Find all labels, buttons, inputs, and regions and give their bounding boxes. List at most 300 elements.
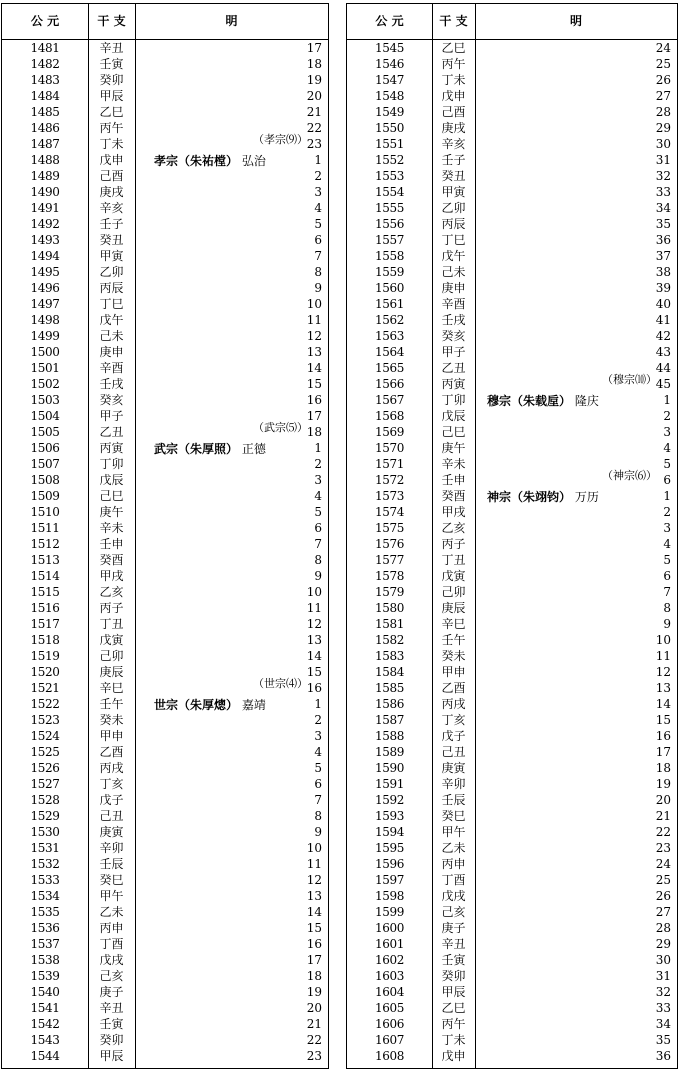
ganzhi-cell: 丁亥: [99, 777, 124, 791]
ganzhi-cell: 辛卯: [441, 777, 466, 791]
year-cell: 1553: [375, 169, 404, 183]
year-cell: 1498: [30, 313, 60, 327]
ganzhi-cell: 癸未: [99, 713, 124, 727]
table-row: [347, 152, 677, 168]
reign-year-cell: 8: [314, 265, 322, 279]
reign-year-cell: 6: [663, 473, 671, 487]
ganzhi-cell: 乙丑: [441, 361, 466, 375]
table-row: [2, 504, 328, 520]
year-cell: 1481: [30, 41, 60, 55]
table-row: [2, 392, 328, 408]
table-row: [347, 696, 677, 712]
year-cell: 1510: [30, 505, 60, 519]
ganzhi-cell: 辛巳: [441, 617, 466, 631]
reign-year-cell: 33: [655, 1001, 671, 1015]
year-cell: 1569: [375, 425, 404, 439]
reign-year-cell: 28: [655, 921, 671, 935]
year-cell: 1504: [30, 409, 60, 423]
reign-year-cell: 16: [306, 681, 322, 695]
year-cell: 1537: [30, 937, 60, 951]
year-cell: 1539: [30, 969, 60, 983]
year-cell: 1551: [375, 137, 404, 151]
dynasty-header: 明: [569, 14, 582, 28]
year-cell: 1491: [30, 201, 60, 215]
year-cell: 1544: [30, 1049, 60, 1063]
table-row: [347, 296, 677, 312]
reign-year-cell: 13: [306, 633, 322, 647]
year-cell: 1560: [375, 281, 404, 295]
table-row: [347, 824, 677, 840]
ganzhi-cell: 甲戌: [99, 569, 124, 583]
table-row: [2, 1032, 328, 1048]
year-cell: 1574: [375, 505, 404, 519]
reign-year-cell: 5: [663, 553, 671, 567]
reign-year-cell: 6: [314, 777, 322, 791]
reign-year-cell: 25: [655, 57, 671, 71]
reign-year-cell: 3: [663, 521, 671, 535]
reign-year-cell: 17: [306, 41, 322, 55]
reign-year-cell: 2: [314, 169, 322, 183]
reign-year-cell: 6: [314, 521, 322, 535]
year-cell: 1594: [375, 825, 404, 839]
table-row: [347, 616, 677, 632]
year-cell: 1567: [375, 393, 404, 407]
year-cell: 1589: [375, 745, 404, 759]
reign-year-cell: 3: [663, 425, 671, 439]
reign-year-cell: 18: [306, 57, 322, 71]
ganzhi-cell: 癸卯: [99, 73, 124, 87]
year-cell: 1506: [30, 441, 60, 455]
table-row: [2, 184, 328, 200]
reign-year-cell: 10: [306, 585, 322, 599]
year-cell: 1576: [375, 537, 404, 551]
year-cell: 1571: [375, 457, 404, 471]
year-cell: 1486: [30, 121, 60, 135]
table-row: [347, 312, 677, 328]
reign-year-cell: 29: [655, 937, 671, 951]
year-cell: 1543: [30, 1033, 60, 1047]
ganzhi-cell: 壬午: [99, 697, 124, 711]
ganzhi-cell: 丙申: [441, 857, 466, 871]
ganzhi-cell: 辛丑: [441, 937, 466, 951]
table-row: [2, 232, 328, 248]
table-row: [2, 264, 328, 280]
reign-year-cell: 11: [306, 313, 322, 327]
year-cell: 1496: [30, 281, 60, 295]
reign-year-cell: 38: [655, 265, 671, 279]
table-row: [2, 600, 328, 616]
table-row: [347, 744, 677, 760]
table-row: [2, 456, 328, 472]
year-cell: 1601: [375, 937, 404, 951]
ganzhi-cell: 戊辰: [441, 409, 466, 423]
reign-year-cell: 13: [655, 681, 671, 695]
ganzhi-cell: 壬辰: [441, 793, 466, 807]
reign-year-cell: 23: [306, 137, 322, 151]
ganzhi-cell: 丙申: [99, 921, 124, 935]
year-cell: 1584: [375, 665, 404, 679]
year-cell: 1586: [375, 697, 404, 711]
year-header: 公 元: [30, 14, 60, 28]
ganzhi-cell: 丁巳: [441, 233, 466, 247]
ganzhi-cell: 辛未: [441, 457, 466, 471]
table-row: [2, 200, 328, 216]
reign-year-cell: 19: [655, 777, 671, 791]
ganzhi-cell: 壬申: [441, 473, 466, 487]
year-cell: 1547: [375, 73, 404, 87]
table-row: [347, 72, 677, 88]
table-row: [347, 184, 677, 200]
year-cell: 1522: [30, 697, 60, 711]
reign-year-cell: 20: [306, 89, 322, 103]
reign-year-cell: 19: [306, 73, 322, 87]
table-row: [347, 424, 677, 440]
table-row: [347, 1016, 677, 1032]
table-row: [2, 632, 328, 648]
table-row: [347, 1048, 677, 1064]
table-row: [347, 168, 677, 184]
year-cell: 1608: [375, 1049, 404, 1063]
year-cell: 1559: [375, 265, 404, 279]
year-cell: 1578: [375, 569, 404, 583]
reign-year-cell: 24: [655, 41, 671, 55]
table-row: [347, 728, 677, 744]
year-cell: 1606: [375, 1017, 404, 1031]
ganzhi-cell: 戊辰: [99, 473, 124, 487]
ganzhi-cell: 戊戌: [99, 953, 124, 967]
ganzhi-cell: 乙巳: [99, 105, 124, 119]
reign-year-cell: 3: [314, 185, 322, 199]
table-row: [347, 344, 677, 360]
reign-year-cell: 40: [655, 297, 671, 311]
ganzhi-cell: 辛卯: [99, 841, 124, 855]
table-row: [2, 56, 328, 72]
table-row: [347, 936, 677, 952]
ganzhi-cell: 甲子: [99, 409, 124, 423]
table-row: [2, 744, 328, 760]
year-cell: 1483: [30, 73, 60, 87]
reign-year-cell: 17: [306, 953, 322, 967]
ganzhi-cell: 庚戌: [441, 121, 466, 135]
year-cell: 1492: [30, 217, 60, 231]
ganzhi-header: 干 支: [97, 14, 126, 28]
year-cell: 1577: [375, 553, 404, 567]
reign-year-cell: 3: [314, 729, 322, 743]
year-cell: 1536: [30, 921, 60, 935]
ganzhi-cell: 丙戌: [441, 697, 466, 711]
table-row: [347, 88, 677, 104]
reign-year-cell: 28: [655, 105, 671, 119]
table-row: [347, 120, 677, 136]
emperor-name: 世宗（朱厚熜）: [154, 698, 239, 712]
table-row: [347, 216, 677, 232]
ganzhi-cell: 辛酉: [99, 361, 124, 375]
reign-year-cell: 6: [663, 569, 671, 583]
ganzhi-cell: 戊申: [441, 89, 466, 103]
table-row: [347, 136, 677, 152]
year-cell: 1519: [30, 649, 60, 663]
table-row: [347, 776, 677, 792]
reign-year-cell: 2: [663, 505, 671, 519]
year-cell: 1507: [30, 457, 60, 471]
reign-year-cell: 16: [306, 393, 322, 407]
year-cell: 1593: [375, 809, 404, 823]
year-cell: 1558: [375, 249, 404, 263]
reign-year-cell: 39: [655, 281, 671, 295]
ganzhi-cell: 丙辰: [99, 281, 124, 295]
ganzhi-cell: 庚子: [441, 921, 466, 935]
table-row: [2, 88, 328, 104]
ganzhi-cell: 壬寅: [441, 953, 466, 967]
ganzhi-cell: 丁丑: [99, 617, 124, 631]
reign-year-cell: 27: [655, 905, 671, 919]
ganzhi-cell: 戊寅: [441, 569, 466, 583]
reign-year-cell: 30: [655, 953, 671, 967]
ganzhi-cell: 乙巳: [441, 41, 466, 55]
reign-year-cell: 12: [306, 329, 322, 343]
year-cell: 1557: [375, 233, 404, 247]
ganzhi-cell: 庚午: [441, 441, 466, 455]
year-cell: 1565: [375, 361, 404, 375]
year-cell: 1490: [30, 185, 60, 199]
reign-year-cell: 30: [655, 137, 671, 151]
year-cell: 1511: [30, 521, 60, 535]
ganzhi-cell: 乙酉: [99, 745, 124, 759]
right-header: [347, 4, 677, 40]
year-cell: 1527: [30, 777, 60, 791]
reign-year-cell: 36: [655, 233, 671, 247]
table-row: [2, 248, 328, 264]
reign-year-cell: 22: [306, 1033, 322, 1047]
ganzhi-cell: 丙子: [441, 537, 466, 551]
year-cell: 1538: [30, 953, 60, 967]
reign-year-cell: 41: [655, 313, 671, 327]
table-row: [2, 856, 328, 872]
year-cell: 1505: [30, 425, 60, 439]
ganzhi-cell: 癸酉: [441, 489, 466, 503]
era-annotation: （孝宗⑼）: [253, 133, 308, 146]
year-cell: 1512: [30, 537, 60, 551]
year-cell: 1583: [375, 649, 404, 663]
year-cell: 1554: [375, 185, 404, 199]
year-cell: 1500: [30, 345, 60, 359]
ganzhi-cell: 甲辰: [99, 89, 124, 103]
ganzhi-cell: 乙亥: [99, 585, 124, 599]
reign-year-cell: 21: [306, 105, 322, 119]
table-row: [2, 168, 328, 184]
table-row: [2, 712, 328, 728]
reign-year-cell: 29: [655, 121, 671, 135]
reign-year-cell: 35: [655, 217, 671, 231]
ganzhi-header: 干 支: [439, 14, 468, 28]
reign-year-cell: 9: [314, 569, 322, 583]
era-name: 嘉靖: [241, 698, 266, 712]
ganzhi-cell: 戊申: [441, 1049, 466, 1063]
table-row: [347, 856, 677, 872]
table-row: [2, 520, 328, 536]
table-row: [347, 920, 677, 936]
table-row: [347, 680, 677, 696]
ganzhi-cell: 壬戌: [441, 313, 466, 327]
table-row: [2, 840, 328, 856]
reign-year-cell: 37: [655, 249, 671, 263]
reign-year-cell: 14: [655, 697, 671, 711]
table-row: [2, 760, 328, 776]
year-cell: 1484: [30, 89, 60, 103]
emperor-name: 穆宗（朱载垕）: [487, 394, 572, 408]
reign-year-cell: 15: [655, 713, 671, 727]
table-row: [2, 328, 328, 344]
ganzhi-cell: 辛丑: [99, 1001, 124, 1015]
reign-year-cell: 5: [314, 761, 322, 775]
table-row: [2, 808, 328, 824]
table-row: [347, 552, 677, 568]
table-row: [2, 648, 328, 664]
table-row: [347, 968, 677, 984]
reign-year-cell: 19: [306, 985, 322, 999]
ganzhi-cell: 乙亥: [441, 521, 466, 535]
table-row: [347, 984, 677, 1000]
year-cell: 1515: [30, 585, 60, 599]
table-row: [347, 872, 677, 888]
table-row: [347, 840, 677, 856]
reign-year-cell: 4: [314, 489, 322, 503]
reign-year-cell: 32: [655, 169, 671, 183]
ganzhi-cell: 庚子: [99, 985, 124, 999]
ganzhi-cell: 癸亥: [99, 393, 124, 407]
reign-year-cell: 6: [314, 233, 322, 247]
table-row: [347, 56, 677, 72]
reign-year-cell: 21: [655, 809, 671, 823]
ganzhi-cell: 戊戌: [441, 889, 466, 903]
ganzhi-cell: 庚申: [441, 281, 466, 295]
year-cell: 1508: [30, 473, 60, 487]
year-cell: 1482: [30, 57, 60, 71]
table-row: [2, 984, 328, 1000]
year-cell: 1530: [30, 825, 60, 839]
left-header: [2, 4, 328, 40]
ganzhi-cell: 丙午: [99, 121, 124, 135]
reign-year-cell: 11: [306, 857, 322, 871]
ganzhi-cell: 甲申: [441, 665, 466, 679]
table-row: [347, 584, 677, 600]
ganzhi-cell: 戊寅: [99, 633, 124, 647]
year-cell: 1489: [30, 169, 60, 183]
reign-year-cell: 14: [306, 649, 322, 663]
year-cell: 1514: [30, 569, 60, 583]
year-cell: 1590: [375, 761, 404, 775]
ganzhi-cell: 丙子: [99, 601, 124, 615]
year-cell: 1497: [30, 297, 60, 311]
year-cell: 1570: [375, 441, 404, 455]
ganzhi-cell: 丁未: [99, 137, 124, 151]
reign-year-cell: 3: [314, 473, 322, 487]
reign-year-cell: 9: [314, 825, 322, 839]
year-cell: 1520: [30, 665, 60, 679]
ganzhi-cell: 己酉: [441, 105, 466, 119]
ganzhi-cell: 甲午: [99, 889, 124, 903]
ganzhi-cell: 癸丑: [99, 233, 124, 247]
ganzhi-cell: 甲申: [99, 729, 124, 743]
ganzhi-cell: 乙丑: [99, 425, 124, 439]
ganzhi-cell: 癸丑: [441, 169, 466, 183]
ganzhi-cell: 丁未: [441, 73, 466, 87]
year-cell: 1540: [30, 985, 60, 999]
ganzhi-cell: 癸未: [441, 649, 466, 663]
ganzhi-cell: 辛巳: [99, 681, 124, 695]
era-entry: [154, 440, 266, 457]
year-cell: 1591: [375, 777, 404, 791]
year-cell: 1502: [30, 377, 60, 391]
table-row: [347, 568, 677, 584]
year-cell: 1517: [30, 617, 60, 631]
year-cell: 1580: [375, 601, 404, 615]
table-row: [2, 1048, 328, 1064]
ganzhi-cell: 丙戌: [99, 761, 124, 775]
table-row: [2, 936, 328, 952]
ganzhi-cell: 己卯: [441, 585, 466, 599]
reign-year-cell: 22: [306, 121, 322, 135]
ganzhi-cell: 甲辰: [99, 1049, 124, 1063]
reign-year-cell: 18: [655, 761, 671, 775]
reign-year-cell: 8: [314, 553, 322, 567]
year-cell: 1597: [375, 873, 404, 887]
era-name: 隆庆: [574, 394, 599, 408]
reign-year-cell: 11: [655, 649, 671, 663]
year-cell: 1509: [30, 489, 60, 503]
table-row: [2, 40, 328, 56]
ganzhi-cell: 癸巳: [99, 873, 124, 887]
reign-year-cell: 16: [306, 937, 322, 951]
table-row: [2, 888, 328, 904]
ganzhi-cell: 己卯: [99, 649, 124, 663]
ganzhi-cell: 丙午: [441, 1017, 466, 1031]
ganzhi-cell: 丁未: [441, 1033, 466, 1047]
reign-year-cell: 8: [663, 601, 671, 615]
table-row: [2, 1016, 328, 1032]
year-cell: 1524: [30, 729, 60, 743]
table-row: [347, 408, 677, 424]
year-cell: 1542: [30, 1017, 60, 1031]
year-cell: 1487: [30, 137, 60, 151]
ganzhi-cell: 戊申: [99, 153, 124, 167]
reign-year-cell: 4: [663, 537, 671, 551]
reign-year-cell: 26: [655, 73, 671, 87]
reign-year-cell: 2: [314, 457, 322, 471]
ganzhi-cell: 己巳: [441, 425, 466, 439]
year-cell: 1556: [375, 217, 404, 231]
reign-year-cell: 18: [306, 969, 322, 983]
ganzhi-cell: 乙未: [99, 905, 124, 919]
ganzhi-cell: 己亥: [441, 905, 466, 919]
year-cell: 1534: [30, 889, 60, 903]
reign-year-cell: 1: [314, 697, 322, 711]
table-row: [347, 504, 677, 520]
year-header: 公 元: [375, 14, 404, 28]
year-cell: 1573: [375, 489, 404, 503]
table-row: [2, 872, 328, 888]
year-cell: 1528: [30, 793, 60, 807]
year-cell: 1548: [375, 89, 404, 103]
reign-year-cell: 42: [655, 329, 671, 343]
table-row: [347, 952, 677, 968]
table-row: [347, 648, 677, 664]
reign-year-cell: 17: [655, 745, 671, 759]
ganzhi-cell: 己亥: [99, 969, 124, 983]
reign-year-cell: 44: [655, 361, 671, 375]
ganzhi-cell: 丁亥: [441, 713, 466, 727]
left-table: [1, 3, 329, 1069]
